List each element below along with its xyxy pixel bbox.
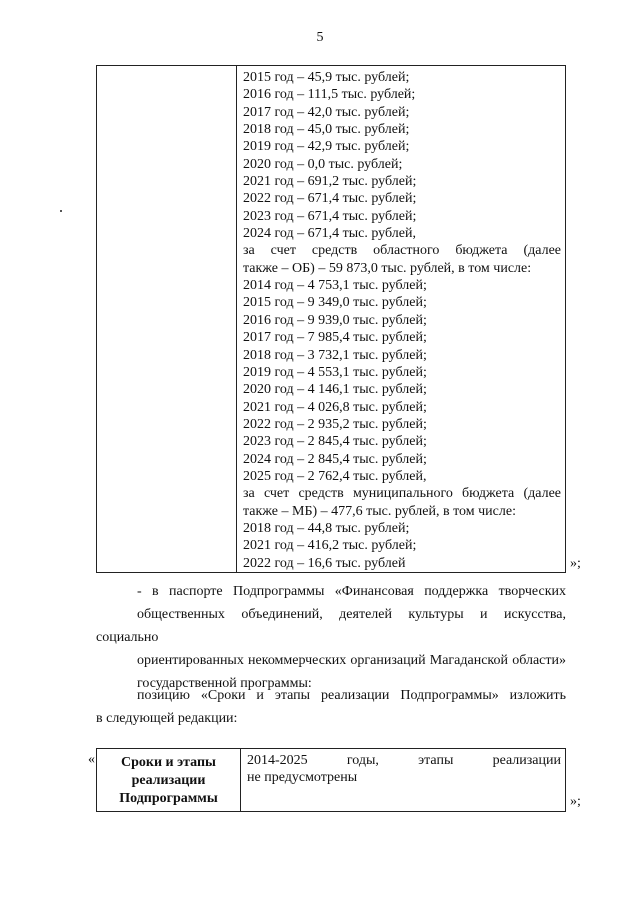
funding-line: 2016 год – 9 939,0 тыс. рублей; [243, 312, 427, 328]
funding-line: 2016 год – 111,5 тыс. рублей; [243, 87, 416, 103]
funding-line: 2022 год – 671,4 тыс. рублей; [243, 191, 417, 207]
funding-line: 2014 год – 4 753,1 тыс. рублей; [243, 278, 427, 294]
funding-line: 2025 год – 2 762,4 тыс. рублей, [243, 468, 427, 484]
paragraph-line: ориентированных некоммерческих организаций Магаданской области» [137, 653, 566, 668]
opening-quote: « [88, 752, 95, 767]
paragraph-line: государственной программы: [137, 676, 312, 691]
page-number: 5 [316, 30, 324, 45]
funding-line: 2021 год – 691,2 тыс. рублей; [243, 174, 417, 190]
closing-quote: »; [570, 794, 581, 809]
passport-paragraph [96, 580, 566, 695]
paragraph-line: позицию «Сроки и этапы реализации Подпрограммы» изложить [137, 688, 566, 703]
funding-line: 2017 год – 7 985,4 тыс. рублей; [243, 330, 427, 346]
stage-value-line: не предусмотрены [247, 770, 358, 785]
closing-quote: »; [570, 556, 581, 571]
funding-line: 2024 год – 2 845,4 тыс. рублей; [243, 451, 427, 467]
funding-line: 2019 год – 42,9 тыс. рублей; [243, 139, 410, 155]
header-line: Подпрограммы [119, 791, 218, 806]
header-line: реализации [131, 773, 206, 788]
funding-line: 2019 год – 4 553,1 тыс. рублей; [243, 364, 427, 380]
funding-line: 2018 год – 3 732,1 тыс. рублей; [243, 347, 427, 363]
funding-line: 2023 год – 2 845,4 тыс. рублей; [243, 434, 427, 450]
paragraph-line: общественных объединений, деятелей культуры и искусства, социально [96, 607, 566, 645]
funding-line: 2023 год – 671,4 тыс. рублей; [243, 208, 417, 224]
funding-line: 2021 год – 4 026,8 тыс. рублей; [243, 399, 427, 415]
funding-table-value-cell [243, 69, 561, 572]
funding-line: за счет средств муниципального бюджета (далее [243, 486, 561, 502]
position-paragraph [96, 684, 566, 730]
funding-line: 2020 год – 0,0 тыс. рублей; [243, 156, 403, 172]
funding-line: 2021 год – 416,2 тыс. рублей; [243, 538, 417, 554]
funding-line: 2015 год – 45,9 тыс. рублей; [243, 70, 410, 85]
funding-line: 2018 год – 45,0 тыс. рублей; [243, 122, 410, 138]
funding-line: 2017 год – 42,0 тыс. рублей; [243, 104, 410, 120]
funding-line: также – МБ) – 477,6 тыс. рублей, в том числе: [243, 503, 516, 519]
stages-table-header-cell [97, 749, 241, 811]
funding-line: 2018 год – 44,8 тыс. рублей; [243, 520, 410, 536]
stage-value-line: 2014-2025 годы, этапы реализации [247, 753, 561, 768]
funding-line: 2024 год – 671,4 тыс. рублей, [243, 226, 416, 242]
funding-line: 2020 год – 4 146,1 тыс. рублей; [243, 382, 427, 398]
header-line: Сроки и этапы [120, 755, 216, 770]
scan-speck [60, 210, 62, 212]
funding-line: 2022 год – 16,6 тыс. рублей [243, 555, 406, 571]
funding-line: также – ОБ) – 59 873,0 тыс. рублей, в том числе: [243, 260, 532, 276]
funding-table [96, 65, 566, 573]
funding-table-label-cell [97, 66, 237, 572]
stages-table [96, 748, 566, 812]
stages-table-value-cell [247, 752, 561, 786]
funding-line: 2015 год – 9 349,0 тыс. рублей; [243, 295, 427, 311]
paragraph-line: в следующей редакции: [96, 711, 238, 726]
funding-line: за счет средств областного бюджета (далее [243, 243, 561, 259]
paragraph-line: - в паспорте Подпрограммы «Финансовая поддержка творческих [137, 584, 566, 599]
funding-line: 2022 год – 2 935,2 тыс. рублей; [243, 416, 427, 432]
